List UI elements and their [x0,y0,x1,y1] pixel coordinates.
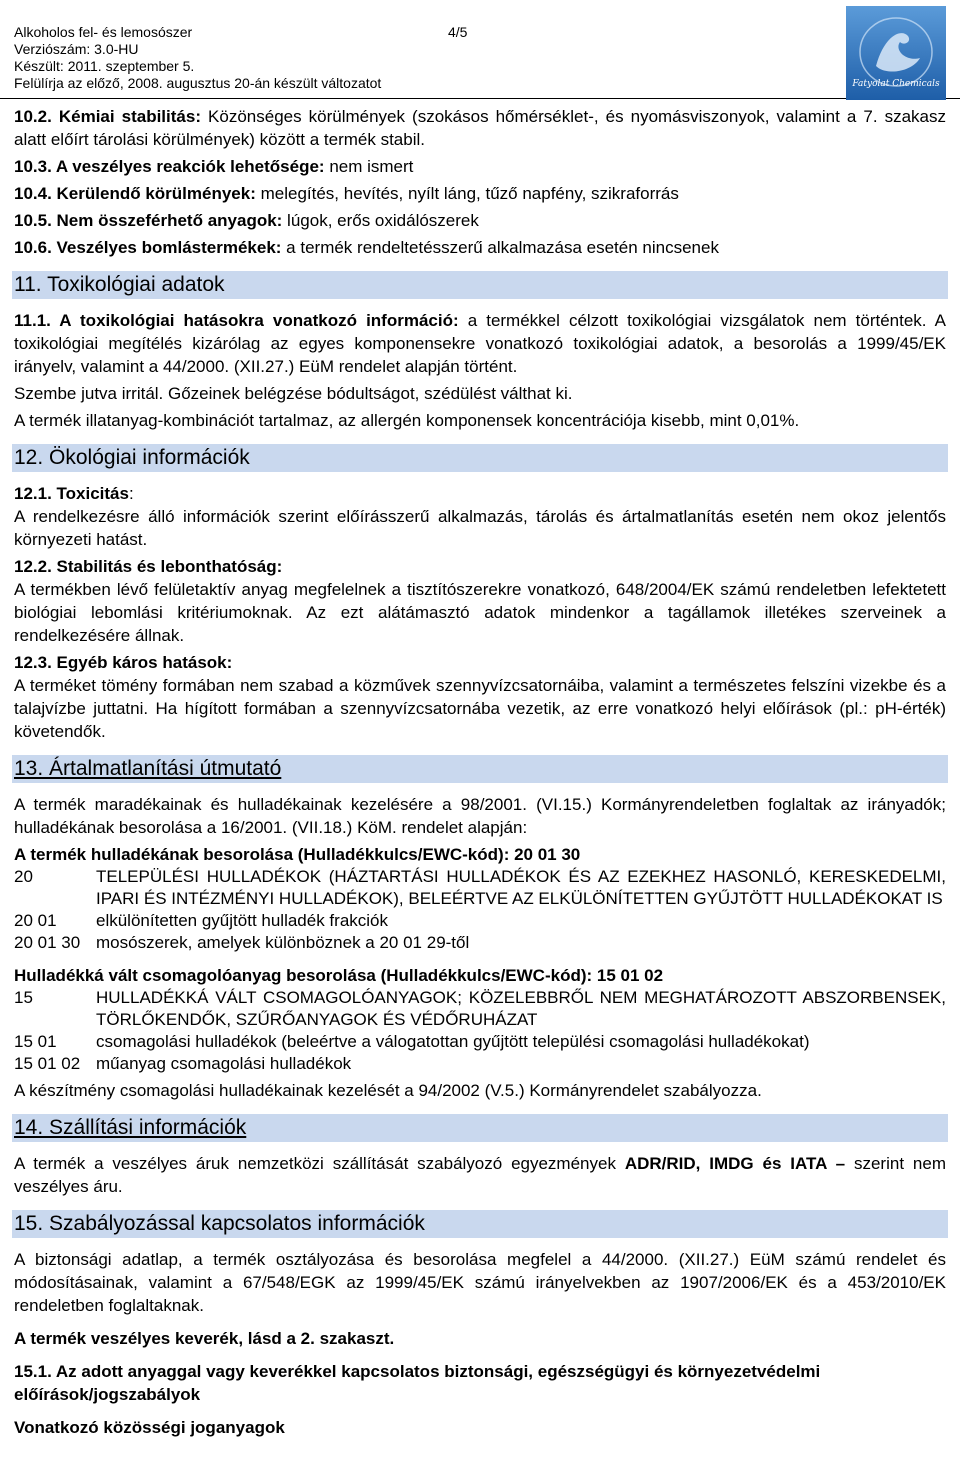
text-10-2: Közönséges körülmények (szokásos hőmérséklet-, és nyomásviszonyok, valamint a 7. szakasz alatt előírt tárolási körülmények) között a termék stabil. [14,107,946,149]
text-12-2: A termékben lévő felületaktív anyag megfelelnek a tisztítószerekre vonatkozó, 648/2004/EK számú rendeletben lefektetett biológiai lebomlási kritériumoknak. Az ezt alátámasztó adatok mindenkor a tagállamok illetékes szerveinek a rendelkezésére állnak. [14,580,946,645]
waste-row [14,932,946,954]
text-11-eye: Szembe jutva irritál. Gőzeinek belégzése bódultságot, szédülést válthat ki. [14,384,573,403]
packaging-text: csomagolási hulladékok (beleértve a válogatottan gyűjtött települési csomagolási hulladékokat) [96,1032,810,1051]
packaging-code: 15 01 [14,1032,57,1051]
heading-15-1: 15.1. Az adott anyaggal vagy keverékkel kapcsolatos biztonsági, egészségügyi és környezetvédelmi előírások/jogszabályok [14,1362,821,1404]
header-divider [0,98,960,99]
text-15-1: A biztonsági adatlap, a termék osztályozása és besorolása megfelel a 44/2000. (XII.27.) EüM számú rendelet és módosításainak, valamint a 67/548/EGK az 1999/45/EK számú irányelvekben az 1907/2006/EK és a 453/2010/EK rendeletben foglaltaknak. [14,1250,946,1315]
section-10 [14,105,946,259]
text-10-6: a termék rendeltetésszerű alkalmazása esetén nincsenek [281,238,719,257]
heading-12-3: 12.3. Egyéb káros hatások: [14,653,233,672]
waste-text: elkülönítetten gyűjtött hulladék frakciók [96,911,389,930]
section-title-13: 13. Ártalmatlanítási útmutató [12,755,948,783]
text-13-closing: A készítmény csomagolási hulladékainak kezelését a 94/2002 (V.5.) Kormányrendelet szabályozza. [14,1081,762,1100]
text-11-1: a termékkel célzott toxikológiai vizsgálatok nem történtek. A toxikológiai megítélés kizárólag az egyes komponensekre vonatkozó toxikológiai adatok, a besorolás a 1999/45/EK irányelv, valamint a 44/2000. (XII.27.) EüM rendelet alapján történt. [14,311,946,376]
packaging-row [14,1053,946,1075]
heading-10-4: 10.4. Kerülendő körülmények: [14,184,256,203]
text-10-3: nem ismert [324,157,414,176]
packaging-row [14,987,946,1031]
waste-code: 20 [14,867,33,886]
section-title-12: 12. Ökológiai információk [12,444,948,472]
packaging-code: 15 [14,988,33,1007]
text-10-4: melegítés, hevítés, nyílt láng, tűző napfény, szikraforrás [255,184,679,203]
text-14-c: szerint nem veszélyes áru. [14,1154,946,1196]
waste-text: mosószerek, amelyek különböznek a 20 01 29-től [96,933,470,952]
waste-row [14,866,946,910]
heading-12-2: 12.2. Stabilitás és lebonthatóság: [14,557,283,576]
heading-10-5: 10.5. Nem összeférhető anyagok: [14,211,283,230]
packaging-heading: Hulladékká vált csomagolóanyag besorolása (Hulladékkulcs/EWC-kód): 15 01 02 [14,966,664,985]
page-header [14,24,946,98]
heading-10-3: 10.3. A veszélyes reakciók lehetősége: [14,157,325,176]
company-logo [846,6,946,100]
section-title-11: 11. Toxikológiai adatok [12,271,948,299]
text-14 [14,1152,946,1198]
page-number: 4/5 [448,24,468,40]
text-14-b: ADR/RID, IMDG és IATA – [624,1154,846,1173]
section-title-14: 14. Szállítási információk [12,1114,948,1142]
waste-text: TELEPÜLÉSI HULLADÉKOK (HÁZTARTÁSI HULLADÉKOK ÉS AZ EZEKHEZ HASONLÓ, KERESKEDELMI, IPARI ÉS INTÉZMÉNYI HULLADÉKOK), BELEÉRTVE AZ ELKÜLÖNÍTETTEN GYŰJTÖTT HULLADÉKOKAT IS [96,867,946,908]
heading-10-6: 10.6. Veszélyes bomlástermékek: [14,238,282,257]
created-date: Készült: 2011. szeptember 5. [14,58,195,74]
heading-12-1-colon: : [128,484,134,503]
supersedes-note: Felülírja az előző, 2008. augusztus 20-án készült változatot [14,75,382,91]
waste-code: 20 01 [14,911,57,930]
waste-row [14,910,946,932]
waste-code-list [14,866,946,954]
text-13-intro: A termék maradékainak és hulladékainak kezelésére a 98/2001. (VI.15.) Kormányrendeletben foglaltak az irányadók; hulladékának besorolása a 16/2001. (VII.18.) KöM. rendelet alapján: [14,795,946,837]
packaging-code: 15 01 02 [14,1054,81,1073]
heading-10-2: 10.2. Kémiai stabilitás: [14,107,201,126]
packaging-row [14,1031,946,1053]
version-label: Verziószám: 3.0-HU [14,41,139,57]
text-14-a: A termék a veszélyes áruk nemzetközi szállítását szabályozó egyezmények [14,1154,625,1173]
packaging-code-list [14,987,946,1075]
waste-code: 20 01 30 [14,933,81,952]
heading-12-1: 12.1. Toxicitás [14,484,129,503]
text-15-community: Vonatkozó közösségi joganyagok [14,1418,285,1437]
section-title-15: 15. Szabályozással kapcsolatos információk [12,1210,948,1238]
heading-11-1: 11.1. A toxikológiai hatásokra vonatkozó információ: [14,311,459,330]
logo-text: Fatyolat Chemicals [852,79,940,89]
document-page [14,24,946,1439]
text-12-3: A terméket tömény formában nem szabad a közművek szennyvízcsatornáiba, valamint a természetes felszíni vizekbe és a talajvízbe juttatni. Ha hígított formában a szennyvízcsatornába vezetik, az erre vonatkozó helyi előírások (pl.: pH-érték) követendők. [14,676,946,741]
waste-heading: A termék hulladékának besorolása (Hulladékkulcs/EWC-kód): 20 01 30 [14,845,581,864]
text-12-1: A rendelkezésre álló információk szerint előírásszerű alkalmazás, tárolás és ártalmatlanítás esetén nem okoz jelentős környezeti hatást. [14,507,946,549]
text-11-allergen: A termék illatanyag-kombinációt tartalmaz, az allergén komponensek koncentrációja kisebb, mint 0,01%. [14,411,800,430]
text-15-hazard: A termék veszélyes keverék, lásd a 2. szakaszt. [14,1329,395,1348]
packaging-text: HULLADÉKKÁ VÁLT CSOMAGOLÓANYAGOK; KÖZELEBBRŐL NEM MEGHATÁROZOTT ABSZORBENSEK, TÖRLŐKENDŐK, SZŰRŐANYAGOK ÉS VÉDŐRUHÁZAT [96,988,946,1029]
product-name: Alkoholos fel- és lemosószer [14,24,193,40]
packaging-text: műanyag csomagolási hulladékok [96,1054,352,1073]
text-10-5: lúgok, erős oxidálószerek [282,211,479,230]
